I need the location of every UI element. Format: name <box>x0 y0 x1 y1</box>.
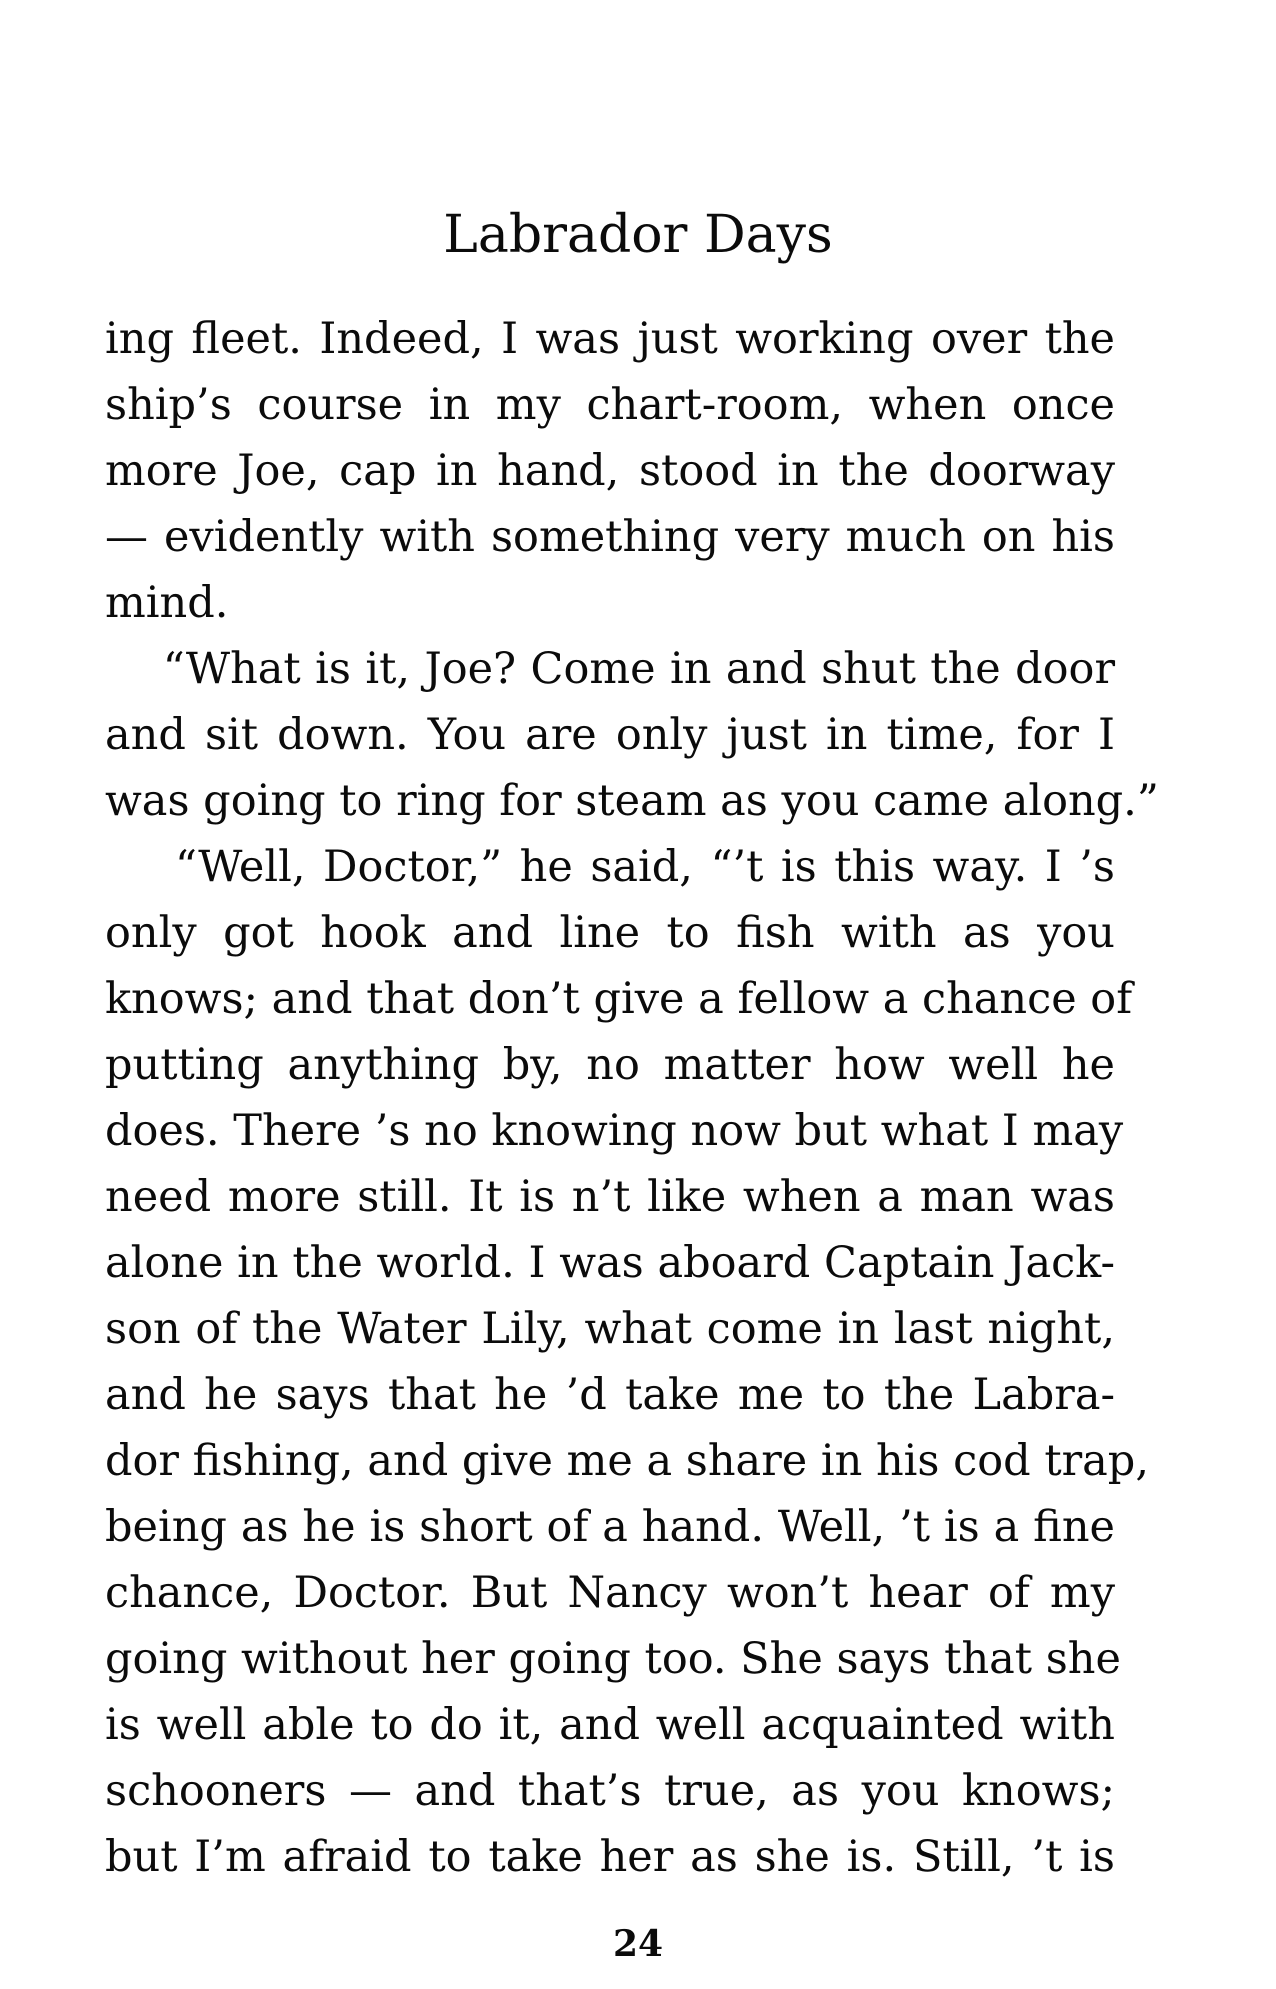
text-line: and he says that he ’d take me to the Labra- <box>105 1370 1115 1420</box>
text-line: is well able to do it, and well acquainted with <box>105 1700 1115 1750</box>
text-line: “Well, Doctor,” he said, “’t is this way. I ’s <box>105 842 1115 892</box>
text-line: ing fleet. Indeed, I was just working over the <box>105 314 1115 364</box>
text-line: and sit down. You are only just in time, for I <box>105 710 1115 760</box>
text-line: knows; and that don’t give a fellow a chance of <box>105 974 1133 1024</box>
text-line: “What is it, Joe? Come in and shut the door <box>105 644 1115 694</box>
text-line: alone in the world. I was aboard Captain Jack- <box>105 1238 1115 1288</box>
text-line: going without her going too. She says that she <box>105 1634 1121 1684</box>
text-line: more Joe, cap in hand, stood in the doorway <box>105 446 1115 496</box>
text-line: ship’s course in my chart-room, when once <box>105 380 1115 430</box>
text-line: schooners — and that’s true, as you knows; <box>105 1766 1115 1816</box>
page-number: 24 <box>612 1923 664 1965</box>
text-line: son of the Water Lily, what come in last night, <box>105 1304 1115 1354</box>
text-line: need more still. It is n’t like when a man was <box>105 1172 1115 1222</box>
text-line: dor fishing, and give me a share in his cod trap, <box>105 1436 1149 1486</box>
text-line: putting anything by, no matter how well he <box>105 1040 1115 1090</box>
text-line: — evidently with something very much on his <box>105 512 1115 562</box>
text-line: only got hook and line to fish with as you <box>105 908 1115 958</box>
text-line: being as he is short of a hand. Well, ’t is a fine <box>105 1502 1115 1552</box>
body-text <box>105 306 1159 1890</box>
text-line: does. There ’s no knowing now but what I may <box>105 1106 1124 1156</box>
text-line: chance, Doctor. But Nancy won’t hear of my <box>105 1568 1115 1618</box>
text-line: but I’m afraid to take her as she is. Still, ’t is <box>105 1832 1115 1882</box>
text-line: mind. <box>105 578 229 628</box>
running-head: Labrador Days <box>443 205 833 265</box>
text-line: was going to ring for steam as you came along.” <box>105 776 1159 826</box>
